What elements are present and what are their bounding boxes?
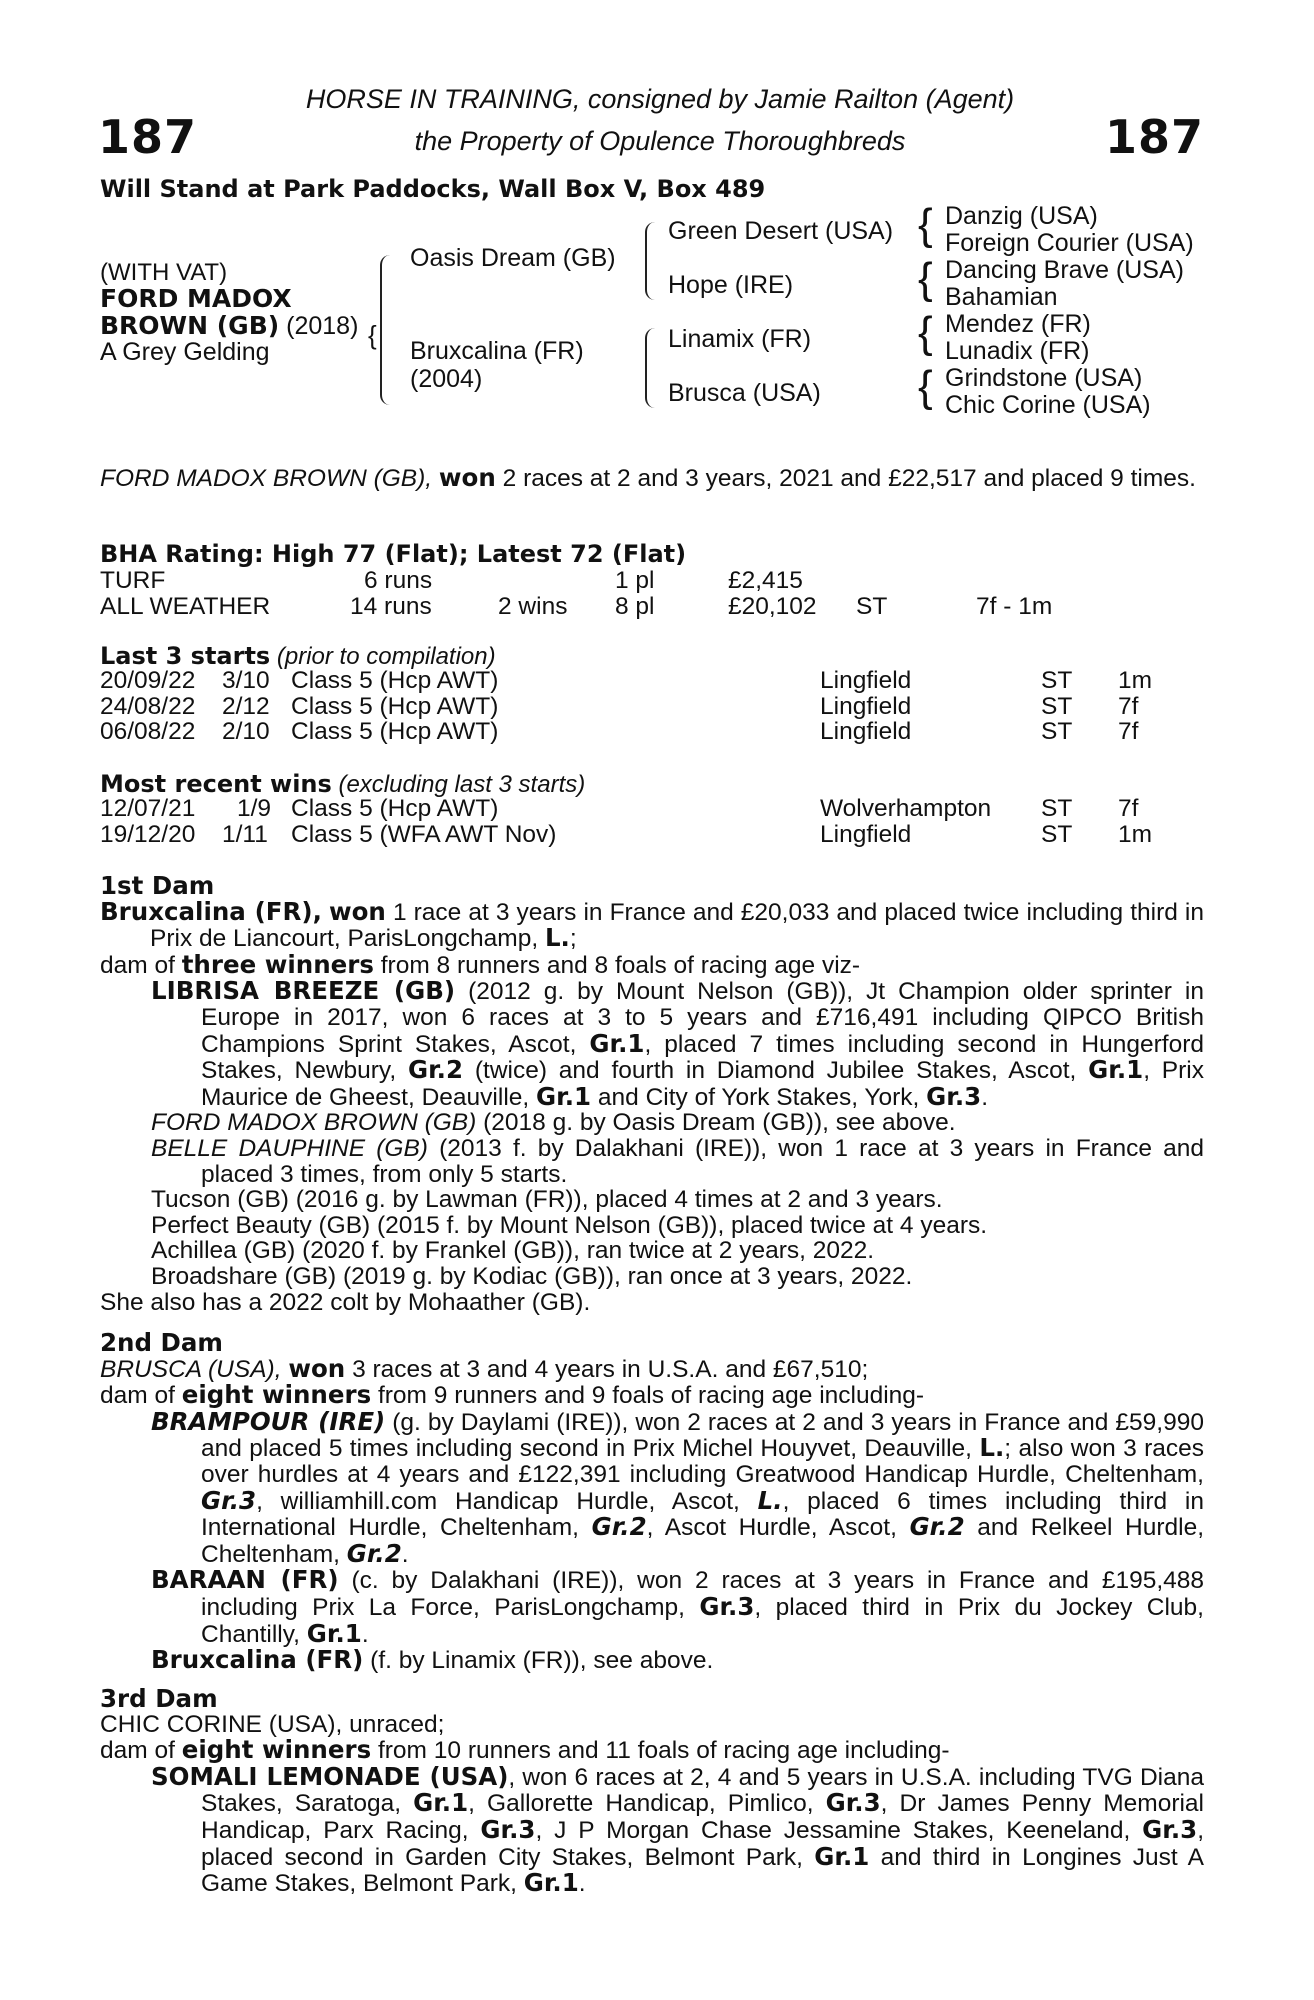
surface: TURF (100, 567, 166, 594)
first-dam-heading: 1st Dam (100, 871, 215, 900)
course: Lingfield (820, 820, 912, 848)
placings: 1 pl (615, 567, 655, 594)
sire-brace (645, 222, 655, 300)
t: . (981, 1083, 988, 1111)
horse-year: (2018) (279, 312, 359, 340)
brace-dd: { (918, 362, 933, 411)
t: (f. by Linamix (FR)), see above. (370, 1647, 714, 1675)
summary-text: 2 races at 2 and 3 years, 2021 and £22,517 and placed 9 times. (502, 465, 1196, 492)
summary-horse-name: FORD MADOX BROWN (GB), (100, 465, 433, 492)
first-dam-section (100, 873, 1204, 1315)
prize-money: £2,415 (728, 567, 803, 594)
going: ST (856, 592, 888, 620)
runners-text: from 8 runners and 8 foals of racing age viz- (380, 951, 861, 979)
pedigree-dam-sire: Linamix (FR) (668, 325, 812, 353)
rating-table (100, 568, 1204, 619)
t: and third in Longines Just A Game Stakes, Belmont Park, (201, 1843, 1205, 1898)
second-dam-section (100, 1330, 1204, 1674)
going: ST (1041, 692, 1073, 720)
brace-ds: { (918, 308, 933, 357)
t: , Ascot Hurdle, Ascot, (646, 1514, 897, 1542)
last3-row (100, 694, 1204, 720)
prize-money: £20,102 (728, 592, 817, 620)
last3-table (100, 668, 1204, 745)
date: 24/08/22 (100, 692, 196, 720)
consignor-line: HORSE IN TRAINING, consigned by Jamie Railton (Agent) (305, 84, 1015, 114)
dam-brace (645, 328, 655, 408)
produce-somali-lemonade (100, 1761, 1205, 1898)
brace-sd: { (918, 254, 933, 303)
punct: ; (569, 925, 577, 953)
position: 3/10 (222, 667, 270, 694)
grade: Gr.3 (699, 1591, 755, 1621)
distance: 7f (1118, 692, 1139, 720)
second-dam-record (100, 1353, 1204, 1383)
produce-name: BRAMPOUR (IRE) (151, 1406, 386, 1436)
dam-name: BRUSCA (USA), (100, 1355, 282, 1383)
grade: Gr.1 (589, 1028, 645, 1058)
third-dam-heading: 3rd Dam (100, 1684, 218, 1713)
surface: ALL WEATHER (100, 592, 271, 620)
horse-description: A Grey Gelding (100, 338, 270, 366)
grade: Gr.1 (814, 1841, 870, 1871)
distance: 1m (1118, 820, 1153, 848)
produce-name: Bruxcalina (FR) (151, 1645, 364, 1675)
produce-broadshare: Broadshare (GB) (2019 g. by Kodiac (GB)), ran once at 3 years, 2022. (151, 1262, 913, 1290)
produce-name: LIBRISA BREEZE (GB) (151, 976, 456, 1006)
race-class: Class 5 (WFA AWT Nov) (291, 820, 557, 848)
t: , Gallorette Handicap, Pimlico, (468, 1790, 814, 1818)
grade: Gr.2 (591, 1512, 647, 1542)
dam-name: Bruxcalina (FR), (100, 896, 322, 926)
bha-rating: BHA Rating: High 77 (Flat); Latest 72 (Flat) (100, 540, 687, 568)
t: (2012 g. by Mount Nelson (GB)), Jt Champion older sprinter in Europe in 2017, won 6 races at 3 to 5 years and £716,491 including QIPCO British Champions Sprint Stakes, Ascot, (201, 978, 1204, 1058)
produce-ford-madox-brown (100, 1110, 1204, 1136)
brace-ss: { (918, 200, 933, 249)
position: 2/10 (222, 718, 270, 746)
won-word: won (288, 1353, 346, 1383)
damof: dam of (100, 1382, 175, 1410)
grade: Gr.3 (201, 1485, 257, 1515)
t: from 9 runners and 9 foals of racing age including- (377, 1382, 925, 1410)
grade: Gr.1 (1088, 1055, 1144, 1085)
going: ST (1041, 718, 1073, 746)
pedigree-dam-dam: Brusca (USA) (668, 379, 821, 407)
position: 1/9 (237, 795, 272, 822)
damof: dam of (100, 1737, 175, 1765)
grade: Gr.1 (306, 1618, 362, 1648)
pedigree-ssd: Foreign Courier (USA) (945, 229, 1194, 257)
pedigree-sire: Oasis Dream (GB) (410, 244, 616, 272)
last3-note: (prior to compilation) (270, 643, 496, 670)
distance: 1m (1118, 667, 1153, 694)
position: 2/12 (222, 692, 270, 720)
pedigree-sire-sire: Green Desert (USA) (668, 217, 894, 245)
pedigree-sds: Dancing Brave (USA) (945, 256, 1184, 284)
grade: Gr.3 (926, 1081, 982, 1111)
course: Lingfield (820, 718, 912, 746)
race-class: Class 5 (Hcp AWT) (291, 667, 499, 694)
second-dam-heading: 2nd Dam (100, 1328, 223, 1357)
t: , J P Morgan Chase Jessamine Stakes, Keeneland, (535, 1816, 1131, 1844)
second-dam-produce-summary (100, 1382, 1204, 1409)
t: ; also won 3 races over hurdles at 4 years and £122,391 including Greatwood Handicap Hurdle, Cheltenham, (201, 1435, 1204, 1488)
grade: Gr.3 (1142, 1814, 1198, 1844)
wins: 2 wins (498, 592, 568, 620)
t: from 10 runners and 11 foals of racing age including- (377, 1737, 950, 1765)
date: 19/12/20 (100, 820, 196, 848)
course: Wolverhampton (820, 795, 992, 822)
brace-tip: { (368, 320, 377, 350)
t: and Relkeel Hurdle, Cheltenham, (201, 1514, 1205, 1568)
produce-name: FORD MADOX BROWN (GB) (151, 1109, 477, 1137)
t: , placed third in Prix du Jockey Club, Chantilly, (201, 1593, 1204, 1648)
going: ST (1041, 820, 1073, 848)
produce-name: BARAAN (FR) (151, 1565, 339, 1595)
recent-row (100, 822, 1204, 848)
t: , williamhill.com Handicap Hurdle, Ascot, (256, 1487, 740, 1515)
runs: 6 runs (364, 567, 433, 594)
grade: Gr.1 (413, 1788, 469, 1818)
course: Lingfield (820, 692, 912, 720)
grade: Gr.3 (825, 1788, 881, 1818)
position: 1/11 (222, 820, 268, 848)
third-dam-section (100, 1686, 1204, 1897)
t: , Dr James Penny Memorial Handicap, Parx Racing, (201, 1790, 1204, 1844)
pedigree-dam-year: (2004) (410, 365, 483, 393)
date: 20/09/22 (100, 667, 196, 694)
winners-count: eight winners (181, 1380, 372, 1410)
distance: 7f - 1m (976, 592, 1053, 620)
pedigree-ddd: Chic Corine (USA) (945, 391, 1151, 419)
going: ST (1041, 667, 1073, 694)
t: , won 6 races at 2, 4 and 5 years in U.S.A. including TVG Diana Stakes, Saratoga, (201, 1763, 1204, 1818)
recent-note: (excluding last 3 starts) (331, 771, 586, 798)
pedigree-sire-dam: Hope (IRE) (668, 271, 794, 299)
t: , placed 7 times including second in Hungerford Stakes, Newbury, (201, 1030, 1204, 1085)
produce-perfect-beauty: Perfect Beauty (GB) (2015 f. by Mount Nelson (GB)), placed twice at 4 years. (151, 1211, 988, 1239)
lot-number-left: 187 (98, 110, 198, 164)
t: (twice) and fourth in Diamond Jubilee Stakes, Ascot, (474, 1057, 1077, 1085)
pedigree-dds: Grindstone (USA) (945, 364, 1143, 392)
last3-row (100, 719, 1204, 745)
runs: 14 runs (350, 592, 432, 620)
race-class: Class 5 (Hcp AWT) (291, 692, 499, 720)
t: 3 races at 3 and 4 years in U.S.A. and £67,510; (352, 1355, 869, 1383)
t: , Prix Maurice de Gheest, Deauville, (201, 1057, 1205, 1111)
pedigree-dss: Mendez (FR) (945, 310, 1091, 338)
t: . (578, 1870, 586, 1898)
t: . (361, 1620, 369, 1648)
third-dam-produce-summary (100, 1737, 1204, 1764)
t: , placed 6 times including third in International Hurdle, Cheltenham, (201, 1487, 1204, 1542)
won-word: won (328, 896, 386, 926)
pedigree-brace (380, 255, 392, 405)
placings: 8 pl (615, 592, 655, 620)
winners-count: eight winners (181, 1735, 372, 1765)
date: 06/08/22 (100, 718, 196, 746)
produce-name: SOMALI LEMONADE (USA) (151, 1761, 509, 1791)
recent-wins-table (100, 796, 1204, 847)
grade: L. (757, 1485, 783, 1515)
distance: 7f (1118, 795, 1139, 822)
listed-mark: L. (544, 923, 570, 953)
produce-tucson: Tucson (GB) (2016 g. by Lawman (FR)), placed 4 times at 2 and 3 years. (151, 1186, 943, 1214)
t: and City of York Stakes, York, (597, 1083, 920, 1111)
t: (2013 f. by Dalakhani (IRE)), won 1 race at 3 years in France and placed 3 times, from only 5 starts. (201, 1134, 1205, 1188)
produce-brampour (100, 1406, 1205, 1568)
produce-baraan (100, 1567, 1204, 1647)
vat-note: (WITH VAT) (100, 259, 228, 286)
pedigree-sss: Danzig (USA) (945, 202, 1098, 230)
horse-name: BROWN (GB) (100, 311, 280, 340)
grade: Gr.2 (909, 1512, 965, 1542)
recent-row (100, 796, 1204, 822)
damof: dam of (100, 951, 175, 979)
course: Lingfield (820, 667, 912, 694)
pedigree-dam: Bruxcalina (FR) (410, 337, 584, 365)
rating-row-turf (100, 568, 1204, 594)
winners-count: three winners (181, 949, 374, 979)
going: ST (1041, 795, 1073, 822)
grade: L. (979, 1433, 1005, 1463)
horse-name-line2 (100, 311, 358, 341)
lot-number-right: 187 (1104, 110, 1204, 164)
race-class: Class 5 (Hcp AWT) (291, 795, 499, 822)
last3-title: Last 3 starts (100, 642, 271, 670)
t: (2018 g. by Oasis Dream (GB)), see above. (483, 1109, 956, 1137)
grade: Gr.1 (536, 1081, 592, 1111)
race-class: Class 5 (Hcp AWT) (291, 718, 499, 746)
rating-row-aw (100, 594, 1204, 620)
pedigree-dsd: Lunadix (FR) (945, 337, 1090, 365)
first-dam-record (100, 896, 1205, 953)
produce-bruxcalina (100, 1647, 1204, 1674)
t: . (401, 1540, 409, 1568)
t: (c. by Dalakhani (IRE)), won 2 races at 3 years in France and £195,488 including Prix La Force, ParisLongchamp, (201, 1567, 1205, 1621)
grade: Gr.1 (523, 1868, 579, 1898)
summary-won: won (438, 463, 496, 492)
distance: 7f (1118, 718, 1139, 746)
t: , placed second in Garden City Stakes, Belmont Park, (201, 1816, 1205, 1871)
first-dam-produce-summary (100, 949, 1204, 979)
grade: Gr.2 (407, 1055, 464, 1085)
recent-title: Most recent wins (100, 770, 332, 798)
dam-record-text: 1 race at 3 years in France and £20,033 and placed twice including third in Prix de Liancourt, ParisLongchamp, (150, 898, 1205, 953)
last3-row (100, 668, 1204, 694)
produce-name: BELLE DAUPHINE (GB) (151, 1134, 428, 1162)
grade: Gr.3 (480, 1814, 536, 1844)
grade: Gr.2 (346, 1538, 402, 1568)
race-summary (100, 465, 1254, 492)
date: 12/07/21 (100, 795, 196, 822)
produce-achillea: Achillea (GB) (2020 f. by Frankel (GB)), ran twice at 2 years, 2022. (151, 1237, 875, 1265)
produce-librisa-breeze (100, 978, 1204, 1110)
property-line: the Property of Opulence Thoroughbreds (414, 126, 906, 156)
t: (g. by Daylami (IRE)), won 2 races at 2 and 3 years in France and £59,990 and placed 5 times including second in Prix Michel Houyvet, Deauville, (201, 1408, 1204, 1463)
horse-name-line1: FORD MADOX (100, 284, 292, 313)
produce-belle-dauphine (100, 1136, 1204, 1187)
pedigree-sdd: Bahamian (945, 283, 1058, 311)
first-dam-foal-note: She also has a 2022 colt by Mohaather (GB). (100, 1288, 591, 1316)
third-dam-record: CHIC CORINE (USA), unraced; (100, 1710, 445, 1738)
stable-location: Will Stand at Park Paddocks, Wall Box V, Box 489 (100, 175, 766, 203)
